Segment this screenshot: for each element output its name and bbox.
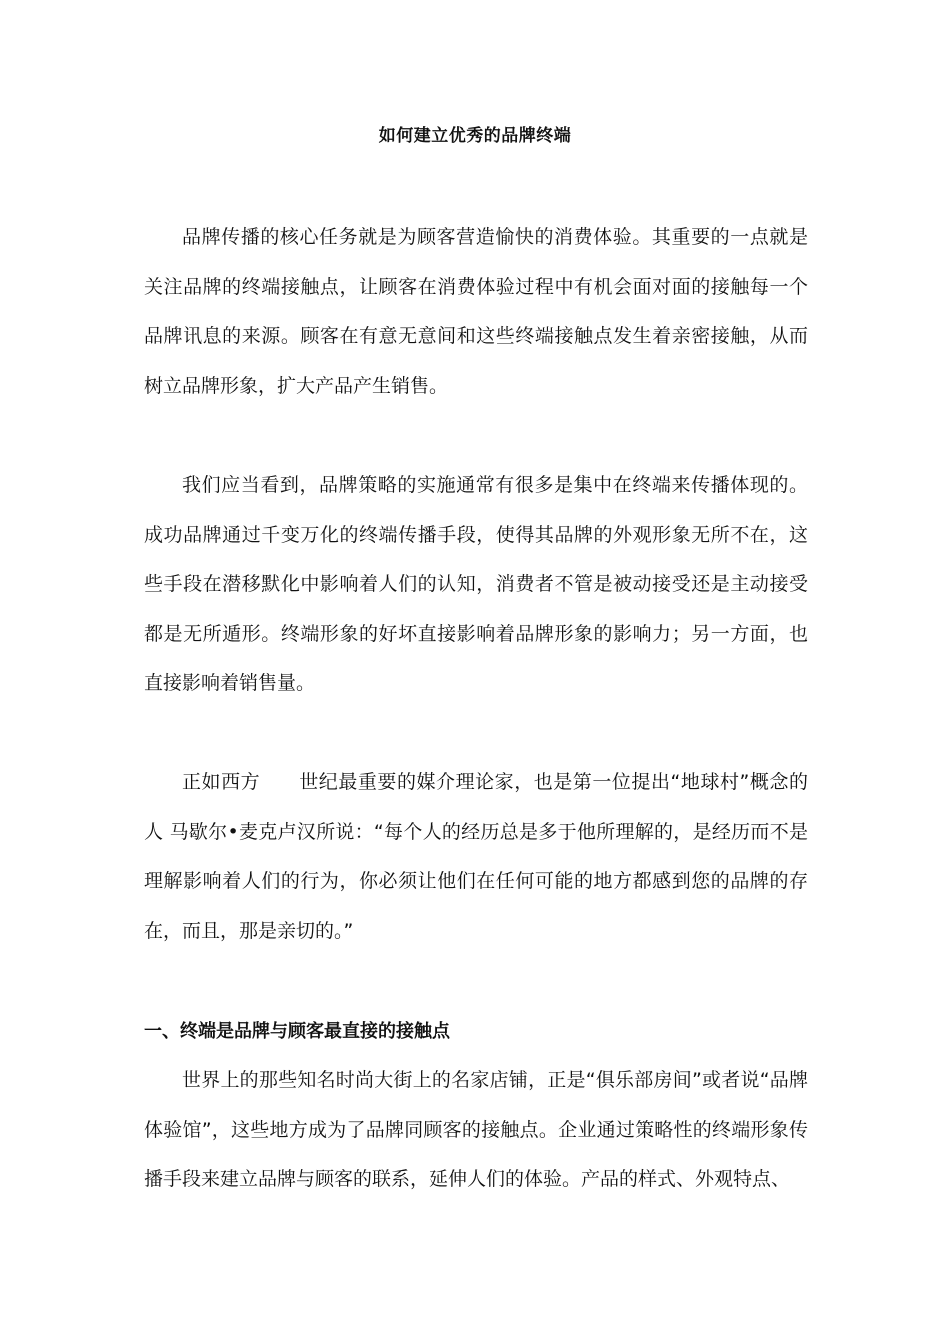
paragraph-brand-strategy: 我们应当看到，品牌策略的实施通常有很多是集中在终端来传播体现的。成功品牌通过千变万化的终端传播手段，使得其品牌的外观形象无所不在，这些手段在潜移默化中影响着人们的认知，消费者不管是被动接受还是主动接受都是无所遁形。终端形象的好坏直接影响着品牌形象的影响力；另一方面，也直接影响着销售量。 [144, 474, 808, 694]
paragraph-section-one: 世界上的那些知名时尚大街上的名家店铺，正是“俱乐部房间”或者说“品牌体验馆”，这些地方成为了品牌同顾客的接触点。企业通过策略性的终端形象传播手段来建立品牌与顾客的联系，延伸人们的体验。产品的样式、外观特点、 [144, 1069, 808, 1190]
section-heading: 一、终端是品牌与顾客最直接的接触点 [144, 1021, 450, 1042]
paragraph-mcluhan-quote: 正如西方 世纪最重要的媒介理论家，也是第一位提出“地球村”概念的人 马歇尔•麦克卢汉所说：“每个人的经历总是多于他所理解的，是经历而不是理解影响着人们的行为，你必须让他们在任何可能的地方都感到您的品牌的存在，而且，那是亲切的。” [144, 771, 808, 942]
paragraph-brand-communication: 品牌传播的核心任务就是为顾客营造愉快的消费体验。其重要的一点就是关注品牌的终端接触点，让顾客在消费体验过程中有机会面对面的接触每一个品牌讯息的来源。顾客在有意无意间和这些终端接触点发生着亲密接触，从而树立品牌形象，扩大产品产生销售。 [144, 226, 808, 397]
document-title: 如何建立优秀的品牌终端 [378, 126, 572, 146]
